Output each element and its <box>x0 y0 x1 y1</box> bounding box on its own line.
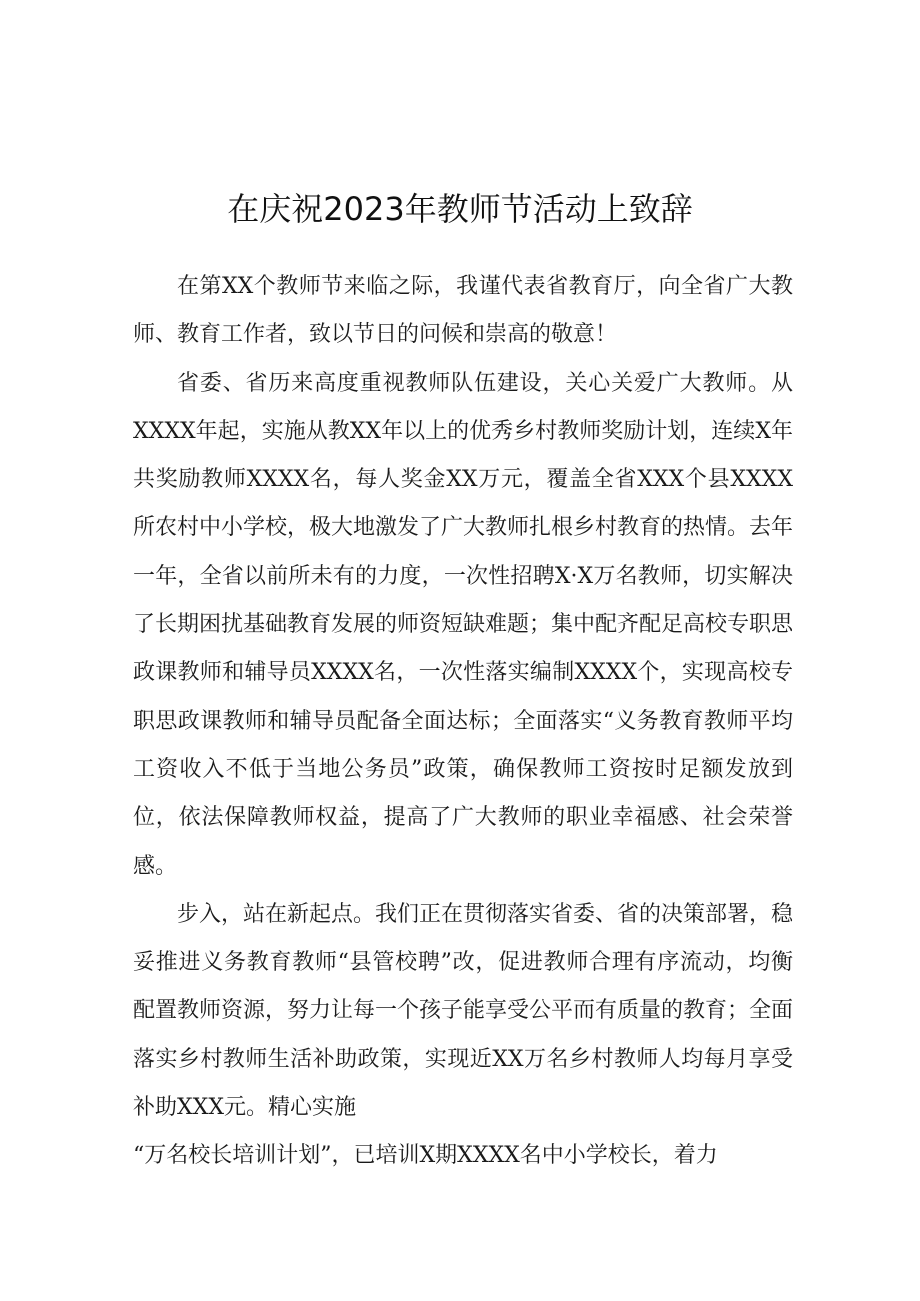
paragraph-principal-training: “万名校长培训计划”，已培训X期XXXX名中小学校长，着力 <box>133 1143 718 1169</box>
paragraph-greeting: 在第XX个教师节来临之际，我谨代表省教育厅，向全省广大教师、教育工作者，致以节日的问候和崇高的敬意！ <box>133 274 793 348</box>
paragraph-achievements: 省委、省历来高度重视教师队伍建设，关心关爱广大教师。从XXXX年起，实施从教XX年以上的优秀乡村教师奖励计划，连续X年共奖励教师XXXX名，每人奖金XX万元，覆盖全省XXX个县XXXX所农村中小学校，极大地激发了广大教师扎根乡村教育的热情。去年一年，全省以前所未有的力度，一次性招聘X·X万名教师，切实解决了长期困扰基础教育发展的师资短缺难题；集中配齐配足高校专职思政课教师和辅导员XXXX名，一次性落实编制XXXX个，实现高校专职思政课教师和辅导员配备全面达标；全面落实“义务教育教师平均工资收入不低于当地公务员”政策，确保教师工资按时足额发放到位，依法保障教师权益，提高了广大教师的职业幸福感、社会荣誉感。 <box>133 370 794 879</box>
paragraph-new-start: 步入，站在新起点。我们正在贯彻落实省委、省的决策部署，稳妥推进义务教育教师“县管校聘”改，促进教师合理有序流动，均衡配置教师资源，努力让每一个孩子能享受公平而有质量的教育；全面落实乡村教师生活补助政策，实现近XX万名乡村教师人均每月享受补助XXX元。精心实施 <box>133 901 794 1121</box>
document-body <box>133 263 793 1181</box>
document-title: 在庆祝2023年教师节活动上致辞 <box>227 190 693 229</box>
